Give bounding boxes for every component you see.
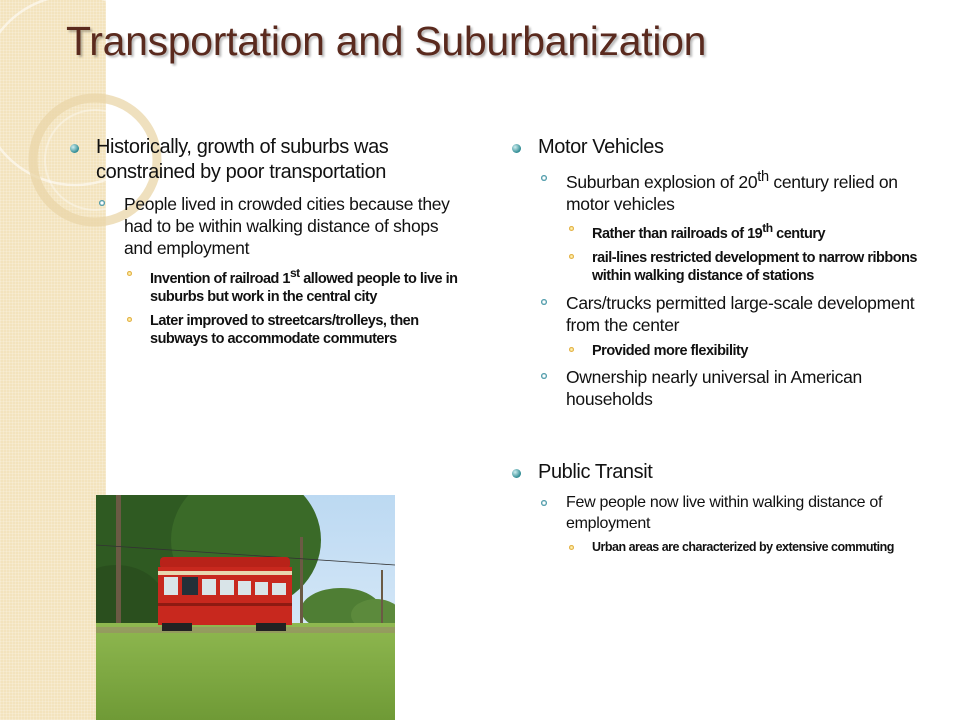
text: Rather than railroads of 19 [592,225,763,242]
slide-title: Transportation and Suburbanization [66,18,707,64]
bullet-cars-trucks: Cars/trucks permitted large-scale development from the center [508,292,933,336]
superscript: th [762,221,773,236]
bullet-commuting: Urban areas are characterized by extensive commuting [508,540,933,556]
streetcar-body [158,557,292,631]
text: Invention of railroad 1 [150,270,290,287]
decorative-sidebar [0,0,106,720]
left-column [66,135,471,354]
bullet-streetcars: Later improved to streetcars/trolleys, then subways to accommodate commuters [66,312,471,349]
superscript: st [289,265,300,280]
streetcar-illustration [96,495,395,720]
bullet-rail-lines: rail-lines restricted development to narrow ribbons within walking distance of stations [508,249,933,286]
spacer [508,416,933,460]
text: allowed people to live in suburbs but work in the central city [150,270,458,305]
bullet-railroad-invention [66,266,471,306]
right-column [508,135,933,561]
text: century relied on motor vehicles [566,172,898,215]
heading-public-transit: Public Transit [508,460,933,485]
bullet-suburban-explosion [508,168,933,215]
heading-motor-vehicles: Motor Vehicles [508,135,933,160]
bullet-flexibility: Provided more flexibility [508,342,933,360]
superscript: th [757,169,769,186]
bullet-crowded-cities: People lived in crowded cities because they had to be within walking distance of shops and employment [66,193,471,259]
bullet-historic-growth: Historically, growth of suburbs was constrained by poor transportation [66,135,471,185]
bullet-ownership: Ownership nearly universal in American households [508,366,933,410]
streetcar-photo [96,495,395,720]
bullet-railroads-19th [508,221,933,243]
text: century [772,225,826,242]
text: Suburban explosion of 20 [566,172,758,193]
bullet-few-people: Few people now live within walking distance of employment [508,493,933,533]
